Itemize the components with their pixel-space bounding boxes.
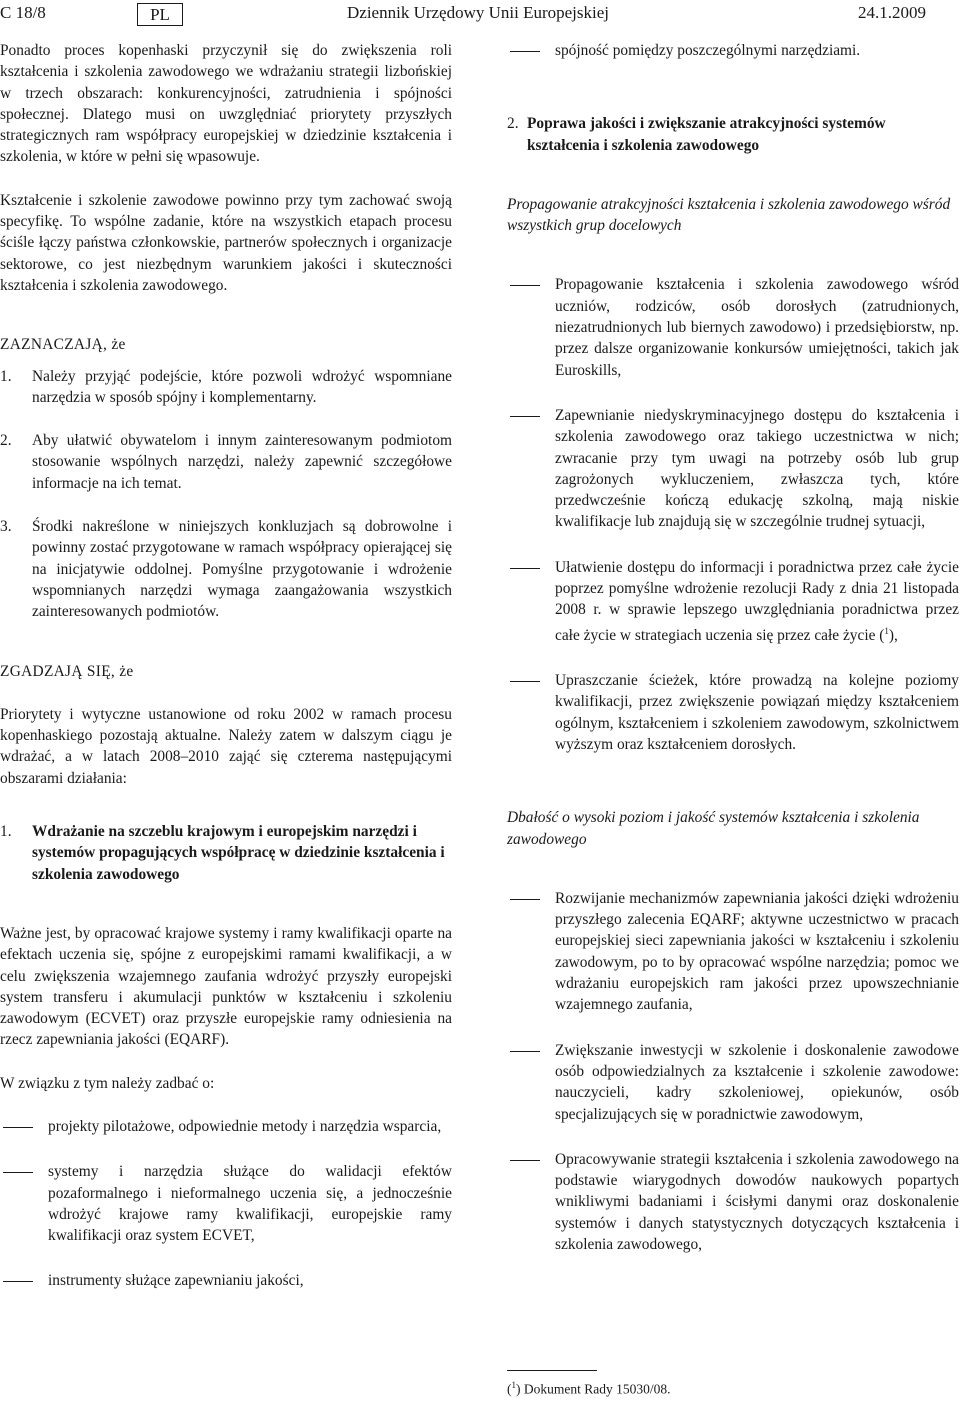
list-item: Rozwijanie mechanizmów zapewniania jakości dzięki wdrożeniu przyszłego zalecenia EQARF; aktywne uczestnictwo w pracach europejskiej sieci zapewniania jakości w kształceniu i szkoleniu zawodowym, po to by opracować wspólne narzędzia; pomoc we wdrażaniu europejskich ram jakości przez upowszechnianie wzajemnego zaufania, — [507, 888, 959, 1016]
dash-list — [507, 888, 959, 1255]
section-heading: 2. Poprawa jakości i zwiększanie atrakcyjności systemów kształcenia i szkolenia zawodowego — [507, 115, 886, 154]
list-item: projekty pilotażowe, odpowiednie metody i narzędzia wsparcia, — [0, 1116, 452, 1137]
subheading: Dbałość o wysoki poziom i jakość systemów kształcenia i szkolenia zawodowego — [507, 809, 920, 848]
dash-list — [507, 40, 959, 61]
language-badge: PL — [137, 3, 183, 26]
subheading: Propagowanie atrakcyjności kształcenia i szkolenia zawodowego wśród wszystkich grup docelowych — [507, 195, 951, 235]
right-column — [507, 40, 959, 1255]
numbered-item: 2. Aby ułatwić obywatelom i innym zainteresowanym podmiotom stosowanie wspólnych narzędzi, należy zapewnić szczegółowe informacje na ich temat. — [0, 432, 452, 492]
list-item: Propagowanie kształcenia i szkolenia zawodowego wśród uczniów, rodziców, osób dorosłych (zatrudnionych, niezatrudnionych lub biernych zawodowo) i przedsiębiorstw, np. przez dalsze organizowanie konkursów umiejętności, takich jak Euroskills, — [507, 274, 959, 380]
page-reference: C 18/8 — [0, 3, 46, 22]
left-column — [0, 40, 452, 1292]
footnote-reference[interactable]: 1 — [884, 625, 889, 636]
numbered-item: 3. Środki nakreślone w niniejszych konkluzjach są dobrowolne i powinny zostać przygotowane w ramach współpracy opierającej się na inicjatywie oddolnej. Pomyślne przygotowanie i wdrożenie wspomnianych narzędzi wymaga zaangażowania wszystkich zainteresowanych podmiotów. — [0, 518, 452, 621]
dash-list — [507, 274, 959, 755]
paragraph: Ponadto proces kopenhaski przyczynił się do zwiększenia roli kształcenia i szkolenia zawodowego we wdrażaniu strategii lizbońskiej w trzech obszarach: konkurencyjności, zatrudnienia i spójności społecznej. Dlatego musi on uwzględniać priorytety przyszłych strategicznych ram współpracy europejskiej w dziedzinie kształcenia i szkolenia, w które w pełni się wpasowuje. — [0, 42, 452, 166]
list-item: Upraszczanie ścieżek, które prowadzą na kolejne poziomy kwalifikacji, przez zwiększenie powiązań między kształceniem ogólnym, kształceniem i szkoleniem zawodowym, szkolnictwem wyższym oraz kształceniem dorosłych. — [507, 670, 959, 755]
publication-date: 24.1.2009 — [858, 3, 926, 22]
paragraph: Priorytety i wytyczne ustanowione od roku 2002 w ramach procesu kopenhaskiego pozostają aktualne. Należy zatem w dalszym ciągu je wdrażać, a w latach 2008–2010 zająć się czterema następującymi obszarami działania: — [0, 705, 452, 787]
paragraph: Ważne jest, by opracować krajowe systemy i ramy kwalifikacji oparte na efektach uczenia się, spójne z europejskimi ramami kwalifikacji, a w celu zwiększenia wzajemnego zaufania wdrożyć przyszły europejski system transferu i akumulacji punktów w kształceniu i szkoleniu zawodowym (ECVET) oraz przyszłe europejskie ramy odniesienia na rzecz zapewniania jakości (EQARF). — [0, 924, 452, 1049]
paragraph: Kształcenie i szkolenie zawodowe powinno przy tym zachować swoją specyfikę. To wspólne zadanie, które na wszystkich etapach procesu ściśle łączy państwa członkowskie, partnerów społecznych i organizacje sektorowe, co jest niezbędnym warunkiem jakości i skuteczności kształcenia i szkolenia zawodowego. — [0, 191, 452, 294]
section-heading: 1. Wdrażanie na szczeblu krajowym i europejskim narzędzi i systemów propagujących współpracę w dziedzinie kształcenia i szkolenia zawodowego — [0, 823, 445, 883]
journal-title: Dziennik Urzędowy Unii Europejskiej — [347, 3, 610, 22]
list-item: systemy i narzędzia służące do walidacji efektów pozaformalnego i nieformalnego uczenia się, a jednocześnie wdrożyć krajowe ramy kwalifikacji, europejskie ramy kwalifikacji oraz system ECVET, — [0, 1161, 452, 1246]
list-item: instrumenty służące zapewnianiu jakości, — [0, 1270, 452, 1291]
list-item: spójność pomiędzy poszczególnymi narzędziami. — [507, 40, 959, 61]
zgadzaja-heading: ZGADZAJĄ SIĘ, że — [0, 662, 134, 680]
footnote-divider — [507, 1370, 597, 1371]
page-header — [0, 0, 960, 28]
list-item: Zwiększanie inwestycji w szkolenie i doskonalenie zawodowe osób odpowiedzialnych za kształcenie i szkolenie zawodowe: nauczycieli, kadry szkoleniowej, opiekunów, osób specjalizujących się w poradnictwie zawodowym, — [507, 1040, 959, 1125]
numbered-item: 1. Należy przyjąć podejście, które pozwoli wdrożyć wspomniane narzędzia w sposób spójny i komplementarny. — [0, 367, 452, 406]
footnote: ($^1$) Dokument Rady 15030/08. — [507, 1380, 671, 1397]
list-item: Ułatwienie dostępu do informacji i poradnictwa przez całe życie poprzez pomyślne wdrożenie rezolucji Rady z dnia 21 listopada 2008 r. w sprawie lepszego uwzględniania poradnictwa przez całe życie w strategiach uczenia się przez całe życie ($^1$), — [507, 557, 959, 646]
dash-list — [0, 1116, 452, 1292]
zaznaczaja-heading: ZAZNACZAJĄ, że — [0, 336, 126, 354]
list-item: Opracowywanie strategii kształcenia i szkolenia zawodowego na podstawie wiarygodnych dowodów naukowych popartych wnikliwymi badaniami i ścisłymi danymi oraz doskonalenie systemów i danych statystycznych dotyczących kształcenia i szkolenia zawodowego, — [507, 1149, 959, 1255]
list-item: Zapewnianie niedyskryminacyjnego dostępu do kształcenia i szkolenia zawodowego oraz takiego uczestnictwa w nich; zwracanie przy tym uwagi na potrzeby osób lub grup zagrożonych wykluczeniem, zwłaszcza tych, które przedwcześnie kończą edukację szkolną, mają niskie kwalifikacje lub znajdują się w szczególnie trudnej sytuacji, — [507, 405, 959, 533]
paragraph: W związku z tym należy zadbać o: — [0, 1074, 215, 1092]
